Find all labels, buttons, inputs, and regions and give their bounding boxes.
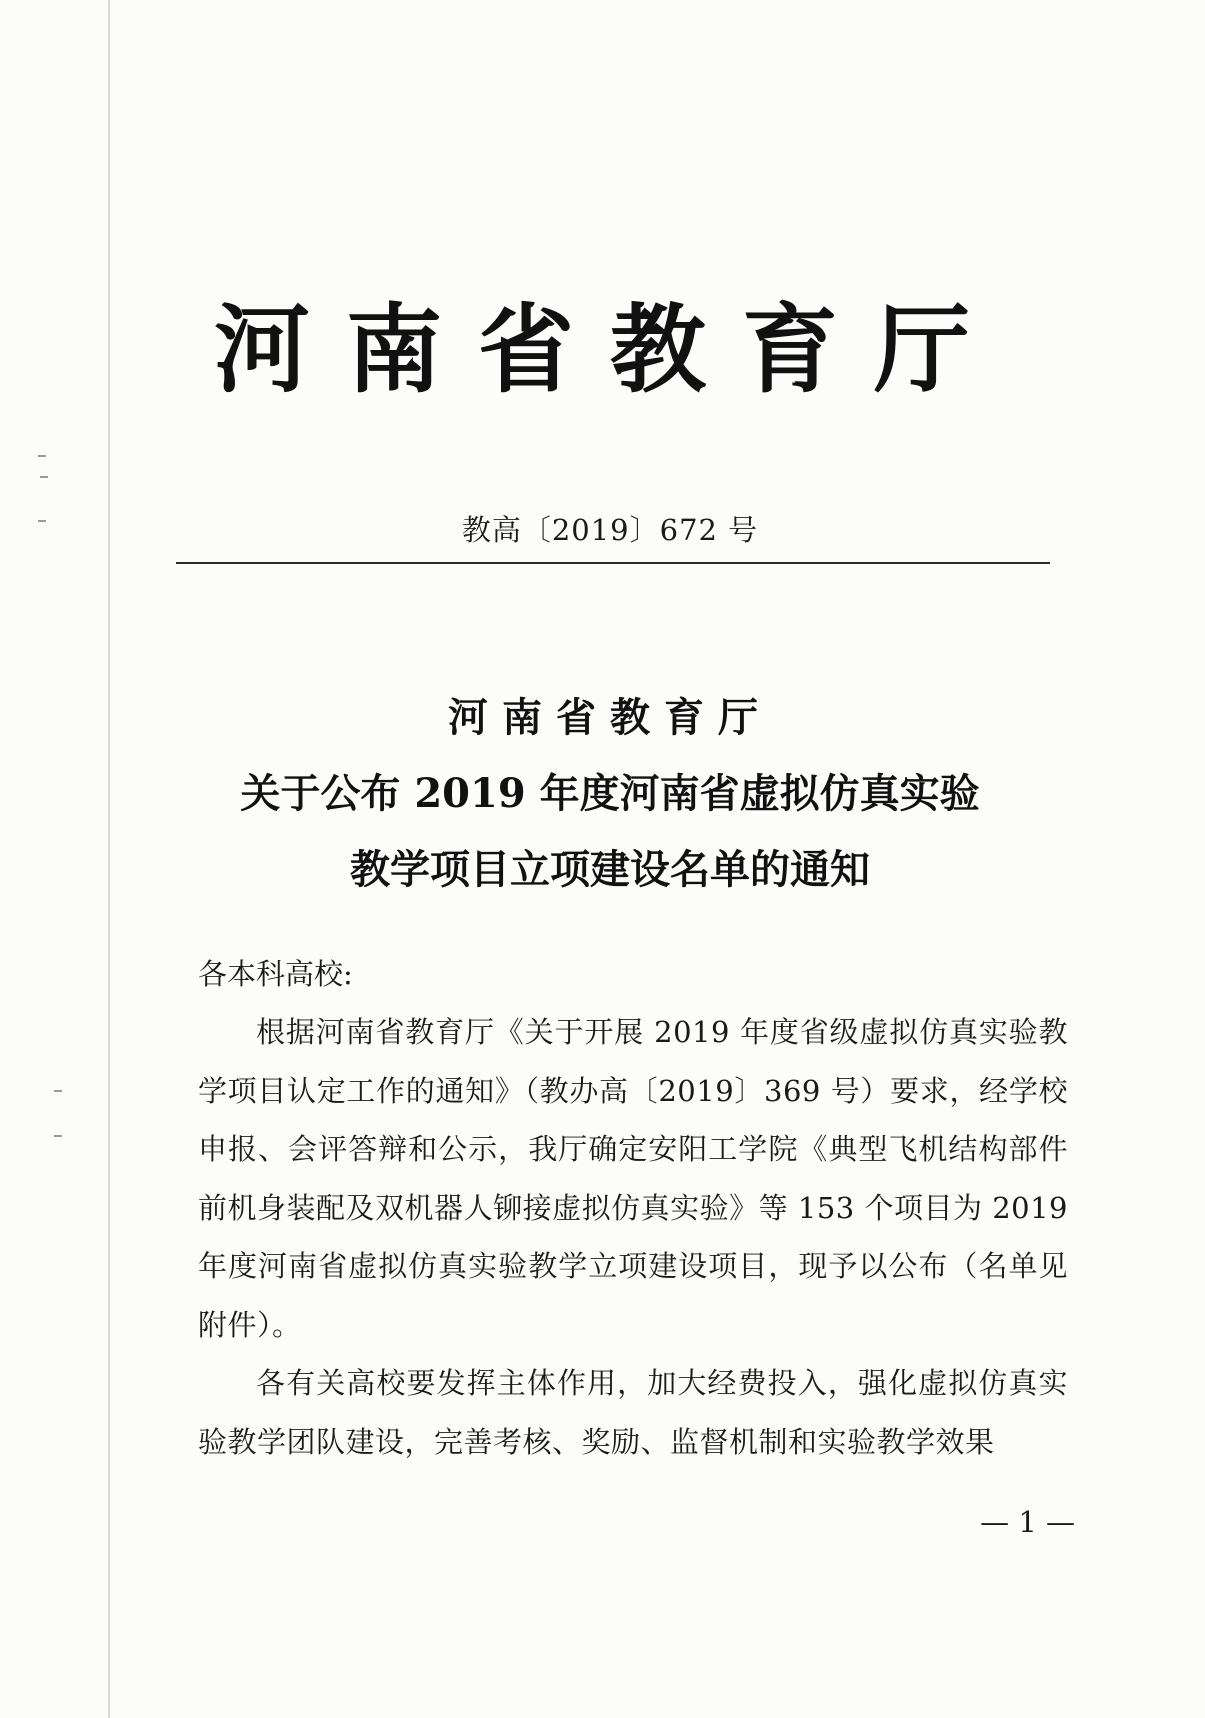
document-body [198,945,1068,1471]
title-line-subject: 关于公布 2019 年度河南省虚拟仿真实验 [240,770,980,817]
scan-mark [38,520,46,522]
title-line-subject-cont: 教学项目立项建设名单的通知 [350,846,870,893]
header-divider [176,562,1050,564]
issuer-header: 河南省教育厅 [214,293,1006,406]
document-title [150,680,1070,908]
page-number: — 1 — [980,1505,1075,1539]
document-number: 教高〔2019〕672 号 [461,513,759,547]
body-paragraph: 根据河南省教育厅《关于开展 2019 年度省级虚拟仿真实验教学项目认定工作的通知》（教办高〔2019〕369 号）要求，经学校申报、会评答辩和公示，我厅确定安阳工学院《典型飞机结构部件前机身装配及双机器人铆接虚拟仿真实验》等 153 个项目为 2019 年度河南省虚拟仿真实验教学立项建设项目，现予以公布（名单见附件）。 [198,1015,1068,1342]
salutation: 各本科高校: [198,957,353,991]
scan-mark [38,455,46,457]
scan-mark [40,476,48,478]
binding-margin-line [108,0,110,1718]
title-line-issuer: 河南省教育厅 [448,694,772,741]
scan-mark [54,1135,62,1137]
scan-mark [54,1090,62,1092]
body-paragraph: 各有关高校要发挥主体作用，加大经费投入，强化虚拟仿真实验教学团队建设，完善考核、奖励、监督机制和实验教学效果 [198,1366,1068,1459]
